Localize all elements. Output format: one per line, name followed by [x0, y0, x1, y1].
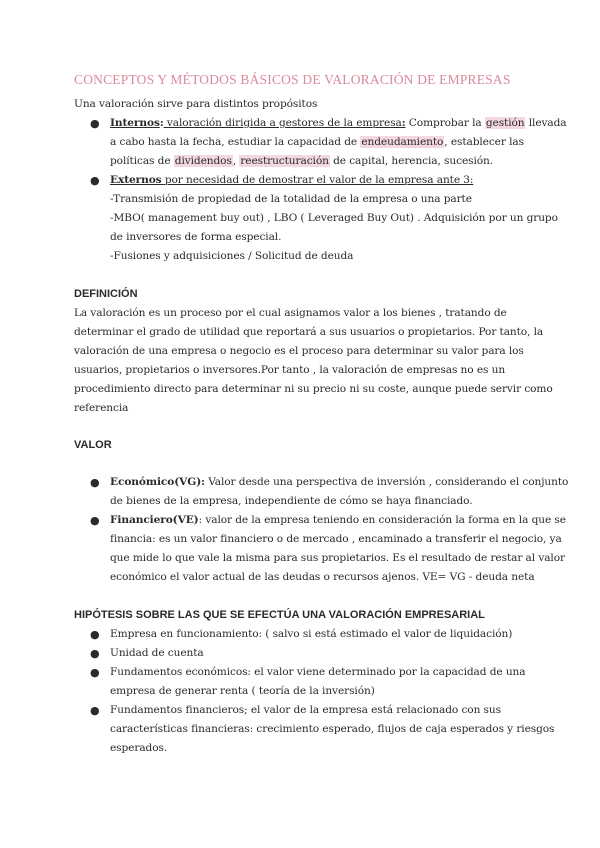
financiero-line-2: financia: es un valor financiero o de mercado , encaminado a transferir el negocio, ya — [110, 533, 562, 545]
hipotesis-item: Unidad de cuenta — [110, 647, 204, 659]
definicion-line: valoración de una empresa o negocio es el proceso para determinar su valor para los — [74, 345, 524, 357]
definicion-line: determinar el grado de utilidad que reportará a sus usuarios o propietarios. Por tanto, la — [74, 326, 544, 338]
bullet-icon: ● — [90, 476, 100, 489]
financiero-line-1: Financiero(VE): valor de la empresa teniendo en consideración la forma en la que se — [110, 514, 566, 526]
definicion-line: usuarios, propietarios o inversores.Por tanto , la valoración de empresas no es un — [74, 364, 506, 376]
definicion-line: La valoración es un proceso por el cual asignamos valor a los bienes , tratando de — [74, 307, 507, 319]
financiero-line-3: que mide lo que vale la misma para sus propietarios. Es el resultado de restar al valor — [110, 552, 565, 564]
definicion-line: procedimiento directo para determinar ni su precio ni su coste, aunque puede servir como — [74, 383, 553, 395]
economico-line-1: Económico(VG): Valor desde una perspectiva de inversión , considerando el conjunto — [110, 476, 569, 488]
economico-line-2: de bienes de la empresa, independiente de cómo se haya financiado. — [110, 495, 473, 507]
highlight-gestion: gestión — [485, 117, 525, 129]
hipotesis-heading: HIPÓTESIS SOBRE LAS QUE SE EFECTÚA UNA VALORACIÓN EMPRESARIAL — [74, 609, 485, 621]
bullet-icon: ● — [90, 628, 100, 641]
externos-item: de inversores de forma especial. — [110, 231, 282, 243]
hipotesis-item-cont: empresa de generar renta ( teoría de la inversión) — [110, 685, 375, 697]
bullet-icon: ● — [90, 174, 100, 187]
hipotesis-item-cont: esperados. — [110, 742, 168, 754]
financiero-term: Financiero(VE) — [110, 514, 199, 526]
definicion-heading: DEFINICIÓN — [74, 288, 138, 300]
highlight-reestructuracion: reestructuración — [240, 155, 329, 167]
internos-term: Internos — [110, 117, 160, 129]
intro-text: Una valoración sirve para distintos propósitos — [74, 98, 318, 110]
hipotesis-item: Empresa en funcionamiento: ( salvo si está estimado el valor de liquidación) — [110, 628, 513, 640]
bullet-icon: ● — [90, 647, 100, 660]
externos-item: -MBO( management buy out) , LBO ( Leveraged Buy Out) . Adquisición por un grupo — [110, 212, 558, 224]
externos-term: Externos — [110, 174, 162, 186]
document-title: CONCEPTOS Y MÉTODOS BÁSICOS DE VALORACIÓN DE EMPRESAS — [74, 72, 511, 87]
hipotesis-item: Fundamentos financieros; el valor de la empresa está relacionado con sus — [110, 704, 501, 716]
hipotesis-item: Fundamentos económicos: el valor viene determinado por la capacidad de una — [110, 666, 526, 678]
externos-line-1: Externos por necesidad de demostrar el valor de la empresa ante 3: — [110, 174, 474, 186]
internos-line-1: Internos: valoración dirigida a gestores de la empresa: Comprobar la gestión llevada — [110, 117, 567, 129]
bullet-icon: ● — [90, 666, 100, 679]
valor-heading: VALOR — [74, 439, 112, 451]
economico-term: Económico(VG): — [110, 476, 205, 488]
externos-item: -Transmisión de propiedad de la totalidad de la empresa o una parte — [110, 193, 472, 205]
internos-line-2: a cabo hasta la fecha, estudiar la capacidad de endeudamiento, establecer las — [110, 136, 524, 148]
definicion-line: referencia — [74, 402, 129, 414]
highlight-dividendos: dividendos — [174, 155, 232, 167]
financiero-line-4: económico el valor actual de las deudas o recursos ajenos. VE= VG - deuda neta — [110, 571, 535, 583]
internos-line-3: políticas de dividendos, reestructuración de capital, herencia, sucesión. — [110, 155, 494, 167]
externos-item: -Fusiones y adquisiciones / Solicitud de deuda — [110, 250, 354, 262]
bullet-icon: ● — [90, 514, 100, 527]
bullet-icon: ● — [90, 117, 100, 130]
highlight-endeudamiento: endeudamiento — [361, 136, 444, 148]
hipotesis-item-cont: características financieras: crecimiento esperado, flujos de caja esperados y riesgos — [110, 723, 555, 735]
bullet-icon: ● — [90, 704, 100, 717]
